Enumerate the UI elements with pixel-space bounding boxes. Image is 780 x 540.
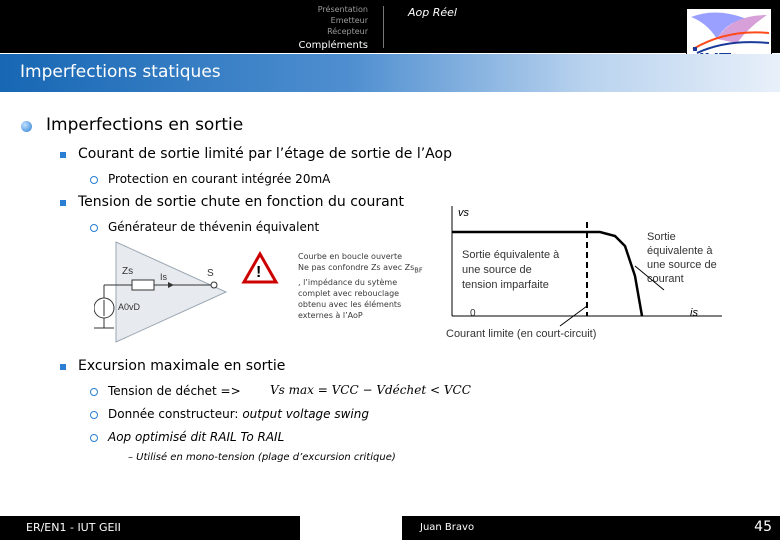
page-number: 45 bbox=[754, 519, 772, 535]
nav-item-emetteur[interactable]: Emetteur bbox=[330, 16, 368, 25]
output-characteristic-graph bbox=[440, 196, 730, 346]
bullet-circle bbox=[90, 224, 98, 232]
left-text-line: tension imparfaite bbox=[462, 279, 549, 291]
note-line: Courbe en boucle ouverte bbox=[298, 252, 403, 261]
nav-item-recepteur[interactable]: Récepteur bbox=[327, 27, 368, 36]
bullet-voltage-drop: Tension de sortie chute en fonction du courant bbox=[78, 194, 405, 210]
bullet-excursion: Excursion maximale en sortie bbox=[78, 358, 286, 374]
footer-left bbox=[0, 516, 300, 540]
bullet-square bbox=[60, 152, 66, 158]
right-text-line: équivalente à bbox=[647, 245, 713, 257]
footer-course: ER/EN1 - IUT GEII bbox=[26, 521, 121, 534]
nav-item-presentation[interactable]: Présentation bbox=[317, 5, 368, 14]
note-text bbox=[298, 251, 426, 321]
bullet-circle bbox=[90, 411, 98, 419]
resistor-zs bbox=[132, 280, 154, 290]
logo-dot bbox=[693, 47, 697, 51]
footer-author: Juan Bravo bbox=[420, 522, 475, 533]
label-source: A0vD bbox=[118, 302, 141, 312]
axis-is: is bbox=[690, 307, 698, 319]
heading: Imperfections en sortie bbox=[46, 115, 244, 135]
constructor-italic: output voltage swing bbox=[242, 407, 369, 421]
bullet-circle bbox=[90, 434, 98, 442]
dechet-formula: Vs max = VCC − Vdéchet < VCC bbox=[270, 383, 471, 397]
nav-item-complements[interactable]: Compléments bbox=[298, 40, 368, 51]
label-is: Is bbox=[160, 272, 168, 282]
zero-label: 0 bbox=[470, 308, 476, 319]
opamp-triangle bbox=[116, 242, 226, 342]
page-title: Imperfections statiques bbox=[20, 62, 221, 82]
top-bar bbox=[0, 0, 780, 53]
output-node bbox=[211, 282, 217, 288]
bullet-dot bbox=[21, 121, 32, 132]
footer-right bbox=[402, 516, 780, 540]
bullet-dechet: Tension de déchet => bbox=[108, 384, 241, 398]
bullet-circle bbox=[90, 388, 98, 396]
bullet-constructor bbox=[108, 407, 369, 421]
bullet-square bbox=[60, 200, 66, 206]
bullet-circle bbox=[90, 176, 98, 184]
label-zs: Zs bbox=[122, 266, 134, 277]
bullet-thevenin: Générateur de thévenin équivalent bbox=[108, 220, 320, 234]
axis-vs: vs bbox=[458, 207, 469, 219]
nav-separator bbox=[383, 6, 384, 48]
constructor-prefix: Donnée constructeur: bbox=[108, 407, 239, 421]
label-s: S bbox=[207, 268, 214, 279]
section-nav bbox=[299, 4, 368, 51]
bullet-square bbox=[60, 364, 66, 370]
right-text-line: courant bbox=[647, 273, 684, 285]
bullet-rail: Aop optimisé dit RAIL To RAIL bbox=[108, 430, 285, 444]
bullet-output-current: Courant de sortie limité par l’étage de sortie de l’Aop bbox=[78, 146, 452, 162]
bullet-protection: Protection en courant intégrée 20mA bbox=[108, 172, 331, 186]
note-line: Ne pas confondre Zs avec $Zs_{BF}$ , l’impédance du sytème complet avec rebouclage obtenu avec les éléments externes à l’AoP bbox=[298, 263, 423, 320]
limit-label: Courant limite (en court-circuit) bbox=[446, 328, 597, 340]
right-text-line: Sortie bbox=[647, 231, 676, 243]
bullet-mono-tension: – Utilisé en mono-tension (plage d’excursion critique) bbox=[128, 452, 396, 463]
right-text-line: une source de bbox=[647, 259, 717, 271]
thevenin-circuit bbox=[94, 240, 294, 344]
section-label[interactable]: Aop Réel bbox=[408, 6, 457, 19]
title-bar bbox=[0, 54, 780, 92]
warning-mark: ! bbox=[256, 264, 262, 281]
left-text-line: une source de bbox=[462, 264, 532, 276]
left-text-line: Sortie équivalente à bbox=[462, 249, 560, 261]
